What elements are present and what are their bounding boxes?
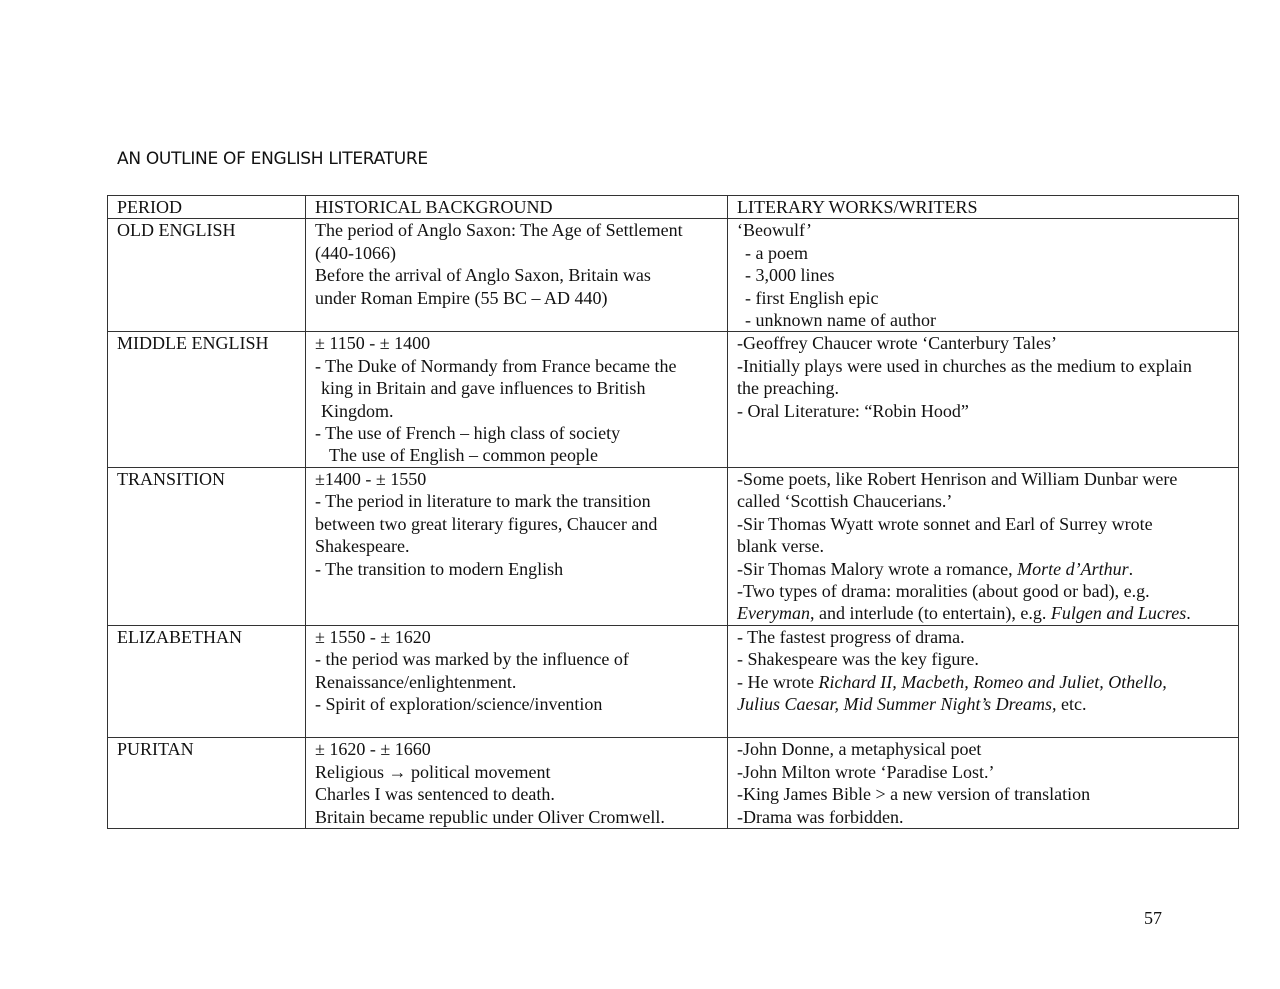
works-cell: [728, 738, 1239, 829]
background-line: (440-1066): [315, 242, 396, 263]
background-cell: [306, 467, 728, 625]
table-row: [108, 332, 1239, 467]
works-line: -John Milton wrote ‘Paradise Lost.’: [737, 761, 995, 782]
works-line: the preaching.: [737, 378, 839, 399]
works-cell: [728, 219, 1239, 332]
background-line: king in Britain and gave influences to British: [321, 378, 646, 399]
background-line: The period of Anglo Saxon: The Age of Settlement: [315, 220, 683, 241]
background-line: ± 1150 - ± 1400: [315, 333, 431, 354]
works-text: - He wrote: [737, 671, 819, 692]
background-line: - The Duke of Normandy from France became the: [315, 355, 677, 376]
works-text: .: [1186, 603, 1191, 624]
works-line: [737, 558, 1229, 580]
background-line: - The transition to modern English: [315, 558, 564, 579]
period-cell: OLD ENGLISH: [108, 219, 306, 332]
background-line: Shakespeare.: [315, 536, 410, 557]
works-line: -Two types of drama: moralities (about good or bad), e.g.: [737, 580, 1150, 601]
background-line: - The period in literature to mark the transition: [315, 491, 651, 512]
background-cell: [306, 219, 728, 332]
works-cell: [728, 332, 1239, 467]
works-line: [737, 693, 1229, 715]
works-line: ‘Beowulf’: [737, 220, 812, 241]
works-line: [737, 671, 1229, 693]
literature-outline-table: [107, 195, 1239, 829]
works-line: - first English epic: [745, 287, 879, 308]
works-line: -Some poets, like Robert Henrison and William Dunbar were: [737, 468, 1178, 489]
table-row: [108, 625, 1239, 738]
works-text: etc.: [1056, 693, 1087, 714]
background-line: Kingdom.: [321, 400, 394, 421]
period-cell: PURITAN: [108, 738, 306, 829]
background-line: between two great literary figures, Chaucer and: [315, 513, 658, 534]
background-line: The use of English – common people: [329, 445, 598, 466]
background-line: ±1400 - ± 1550: [315, 468, 427, 489]
table-row: [108, 738, 1239, 829]
works-line: -King James Bible > a new version of translation: [737, 784, 1091, 805]
background-line: Religious → political movement: [315, 761, 551, 782]
work-title: Everyman: [737, 603, 810, 624]
background-line: - The use of French – high class of society: [315, 423, 621, 444]
works-line: -Sir Thomas Wyatt wrote sonnet and Earl of Surrey wrote: [737, 513, 1153, 534]
background-cell: [306, 625, 728, 738]
works-line: - 3,000 lines: [745, 265, 835, 286]
background-line: Britain became republic under Oliver Cromwell.: [315, 806, 665, 827]
background-line: ± 1620 - ± 1660: [315, 739, 431, 760]
works-line: - Shakespeare was the key figure.: [737, 649, 979, 670]
works-text: .: [1128, 558, 1134, 579]
works-line: - The fastest progress of drama.: [737, 626, 965, 647]
works-cell: [728, 625, 1239, 738]
works-line: - unknown name of author: [745, 310, 936, 331]
header-period: PERIOD: [108, 196, 306, 219]
works-line: -Drama was forbidden.: [737, 806, 904, 827]
work-title: Richard II, Macbeth, Romeo and Juliet, Othello,: [818, 671, 1167, 692]
works-line: [737, 602, 1229, 624]
background-line: under Roman Empire (55 BC – AD 440): [315, 287, 608, 308]
works-text: -Sir Thomas Malory wrote a romance,: [737, 558, 1018, 579]
table-row: [108, 219, 1239, 332]
works-line: - a poem: [745, 242, 808, 263]
works-line: - Oral Literature: “Robin Hood”: [737, 400, 969, 421]
works-line: -Initially plays were used in churches as the medium to explain: [737, 355, 1192, 376]
works-line: called ‘Scottish Chaucerians.’: [737, 491, 953, 512]
background-line: Before the arrival of Anglo Saxon, Britain was: [315, 265, 651, 286]
table-row: [108, 467, 1239, 625]
work-title: Morte d’Arthur: [1017, 558, 1129, 579]
page-title: AN OUTLINE OF ENGLISH LITERATURE: [117, 149, 428, 169]
table-header-row: [108, 196, 1239, 219]
background-line: - Spirit of exploration/science/invention: [315, 693, 603, 714]
work-title: Fulgen and Lucres: [1050, 603, 1187, 624]
works-line: -Geoffrey Chaucer wrote ‘Canterbury Tales’: [737, 333, 1057, 354]
works-line: blank verse.: [737, 536, 824, 557]
background-cell: [306, 332, 728, 467]
header-historical-background: HISTORICAL BACKGROUND: [306, 196, 728, 219]
works-cell: [728, 467, 1239, 625]
work-title: Julius Caesar, Mid Summer Night’s Dreams,: [737, 693, 1057, 714]
works-text: , and interlude (to entertain), e.g.: [809, 603, 1051, 624]
period-cell: TRANSITION: [108, 467, 306, 625]
background-line: Renaissance/enlightenment.: [315, 671, 517, 692]
background-line: - the period was marked by the influence of: [315, 649, 629, 670]
page-number: 57: [1144, 908, 1162, 928]
header-literary-works: LITERARY WORKS/WRITERS: [728, 196, 1239, 219]
background-line: Charles I was sentenced to death.: [315, 784, 555, 805]
blank-line: [315, 715, 718, 737]
works-line: -John Donne, a metaphysical poet: [737, 739, 982, 760]
background-line: ± 1550 - ± 1620: [315, 626, 431, 647]
period-cell: ELIZABETHAN: [108, 625, 306, 738]
background-cell: [306, 738, 728, 829]
period-cell: MIDDLE ENGLISH: [108, 332, 306, 467]
